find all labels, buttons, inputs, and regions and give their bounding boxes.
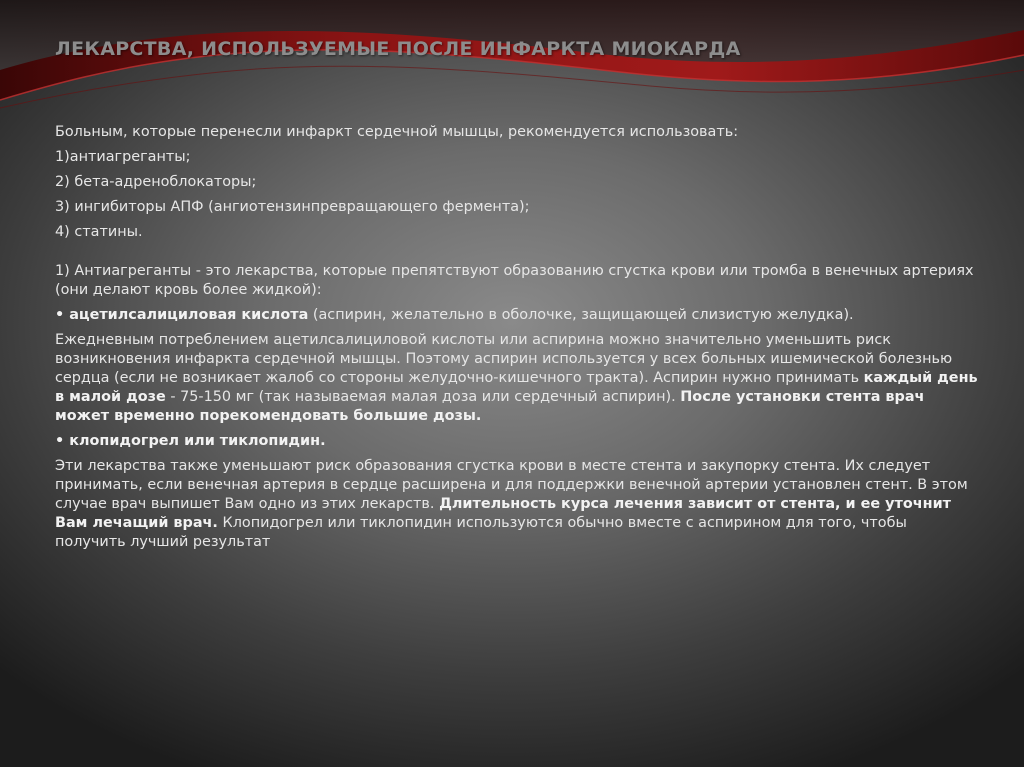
list-item: 2) бета-адреноблокаторы; bbox=[55, 174, 257, 190]
clopidogrel-bold: Длительность курса лечения зависит от стента, и ее уточнит Вам лечащий врач. bbox=[55, 496, 952, 531]
aspirin-bullet bbox=[55, 306, 980, 325]
slide-title: ЛЕКАРСТВА, ИСПОЛЬЗУЕМЫЕ ПОСЛЕ ИНФАРКТА МИОКАРДА bbox=[55, 38, 741, 60]
aspirin-text-1: Ежедневным потреблением ацетилсалициловой кислоты или аспирина можно значительно уменьшить риск возникновения инфаркта сердечной мышцы. Поэтому аспирин используется у всех больных ишемической болезнью сердца (если не возникает жалоб со стороны желудочно-кишечного тракта). Аспирин нужно принимать bbox=[55, 332, 953, 386]
aspirin-bold-2: После установки стента врач может временно порекомендовать большие дозы. bbox=[55, 389, 925, 424]
aspirin-text-2: - 75-150 мг (так называемая малая доза или сердечный аспирин). bbox=[165, 389, 681, 405]
clopidogrel-text-2: Клопидогрел или тиклопидин используются обычно вместе с аспирином для того, чтобы получить лучший результат bbox=[55, 515, 907, 550]
clopidogrel-paragraph bbox=[55, 457, 980, 552]
list-item: 4) статины. bbox=[55, 224, 143, 240]
aspirin-paragraph bbox=[55, 331, 980, 426]
aspirin-bold-1: каждый день в малой дозе bbox=[55, 370, 978, 405]
clopidogrel-bullet bbox=[55, 432, 980, 451]
aspirin-bullet-name: • ацетилсалициловая кислота bbox=[55, 307, 309, 323]
clopidogrel-text-1: Эти лекарства также уменьшают риск образования сгустка крови в месте стента и закупорку стента. Их следует принимать, если венечная артерия в сердце расширена и для поддержки венечной артерии установлен стент. В этом случае врач выпишет Вам одно из этих лекарств. bbox=[55, 458, 968, 512]
header-wave-decoration bbox=[0, 0, 1024, 120]
list-item: 3) ингибиторы АПФ (ангиотензинпревращающего фермента); bbox=[55, 199, 530, 215]
list-item: 1)антиагреганты; bbox=[55, 149, 191, 165]
antiplatelet-heading: 1) Антиагреганты - это лекарства, которые препятствуют образованию сгустка крови или тромба в венечных артериях (они делают кровь более жидкой): bbox=[55, 263, 974, 298]
intro-text: Больным, которые перенесли инфаркт сердечной мышцы, рекомендуется использовать: bbox=[55, 124, 739, 140]
clopidogrel-bullet-text: • клопидогрел или тиклопидин. bbox=[55, 433, 326, 449]
slide-content bbox=[55, 123, 980, 552]
aspirin-bullet-rest: (аспирин, желательно в оболочке, защищающей слизистую желудка). bbox=[308, 307, 854, 323]
